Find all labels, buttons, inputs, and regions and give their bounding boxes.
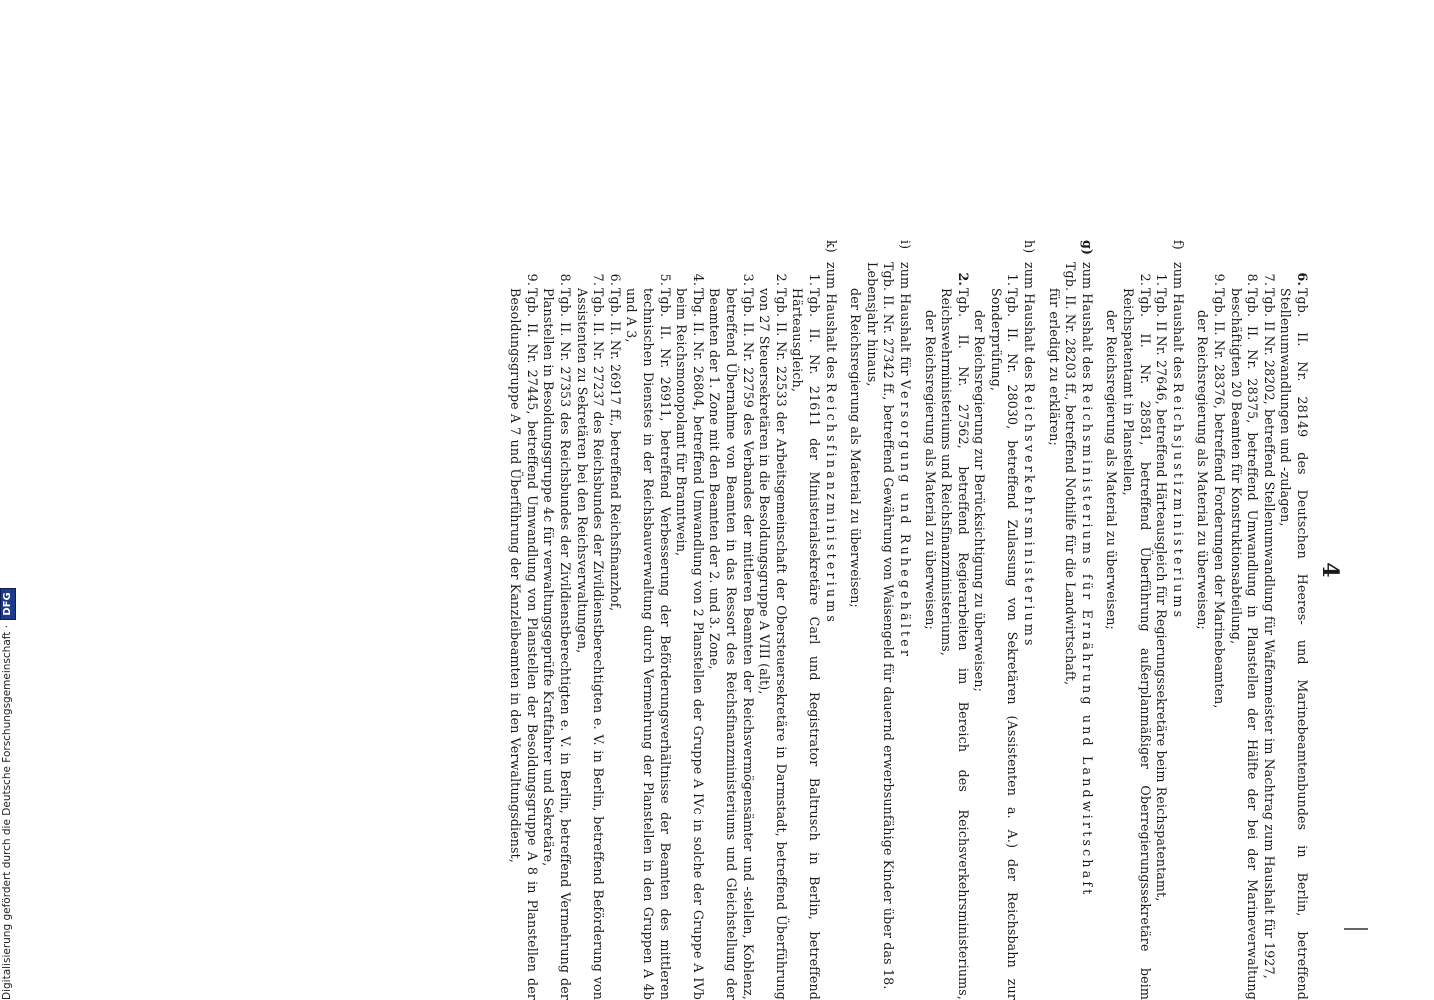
section-title: Reichsjustizministeriums bbox=[1170, 383, 1186, 621]
page-number: 4 bbox=[1317, 562, 1343, 578]
section-reference: Tgb. II. Nr. 28203 ff., betreffend Nothilfe für die Landwirtschaft, bbox=[1063, 262, 1079, 686]
item-resolution: der Reichsregierung als Material zu überweisen; bbox=[1195, 310, 1211, 630]
list-item bbox=[756, 240, 789, 1000]
list-item bbox=[507, 240, 540, 1000]
list-item bbox=[789, 240, 822, 1000]
list-item bbox=[706, 240, 756, 1000]
item-text: Tgb. II. Nr. 28375, betreffend Umwandlung in Planstellen der Hälfte der bei der Marineverwaltung beschäftigten 20 Beamten für Konstruktionsabteilung, bbox=[1228, 288, 1261, 1000]
item-number: 5. bbox=[657, 273, 673, 286]
item-text: Tgb. II. Nr. 28030, betreffend Zulassung von Sekretären (Assistenten a. A.) der Reichsbahn zur Sonderprüfung, bbox=[988, 288, 1021, 1000]
list-item bbox=[921, 240, 971, 1000]
item-text: Tgb. II Nr. 28202, betreffend Stellenumwandlung für Waffenmeister im Nachtrag zum Haushalt für 1927, bbox=[1261, 288, 1277, 979]
item-text: Tbg. II. Nr. 26804, betreffend Umwandlung von 2 Planstellen der Gruppe A IVc in solche der Gruppe A IVb beim Reichsmonopolamt für Branntwein, bbox=[674, 288, 706, 1000]
section-letter: k) bbox=[823, 240, 839, 253]
item-number: 1. bbox=[1005, 273, 1021, 286]
section-title: Versorgung und Ruhegehälter bbox=[897, 379, 913, 660]
item-number: 2. bbox=[1137, 273, 1153, 286]
list-item bbox=[1103, 240, 1153, 1000]
item-text: Tgb. II. Nr. 28581, betreffend Überführung außerplanmäßiger Oberregierungssekretäre beim Reichspatentamt in Planstellen, bbox=[1121, 288, 1153, 1000]
item-number: 7. bbox=[591, 273, 607, 286]
list-item bbox=[573, 240, 606, 1000]
item-text: Tgb. II. Nr. 27562, betreffend Regierarbeiten im Bereich des Reichsverkehrsministeriums, Reichswehrministeriums und Reichsfinanzministeriums, bbox=[939, 288, 971, 1000]
dfg-logo: DFG bbox=[0, 588, 16, 619]
digitization-credit bbox=[0, 570, 14, 1000]
section-heading bbox=[896, 240, 913, 1000]
item-number: 2. bbox=[955, 272, 971, 286]
list-item bbox=[1194, 240, 1227, 1000]
item-number: 7. bbox=[1261, 273, 1277, 286]
list-item bbox=[673, 240, 706, 1000]
item-resolution: der Reichsregierung als Material zu überweisen; bbox=[922, 310, 938, 630]
section-prefix: zum Haushalt für bbox=[897, 262, 913, 380]
section-letter: g) bbox=[1079, 240, 1095, 256]
item-number: 3. bbox=[740, 273, 756, 286]
item-number: 4. bbox=[690, 273, 706, 286]
section-letter: h) bbox=[1022, 240, 1038, 254]
section-heading bbox=[1078, 240, 1095, 1000]
item-text: Tgb. II. Nr. 27353 des Reichsbundes der Zivildienstberechtigten e. V. in Berlin, betreffend Vermehrung der Planstellen in Besoldungsgruppe 4c für verwaltungsgeprüfte Kraftfahrer und Sekretäre, bbox=[541, 288, 574, 1000]
item-text: Tgb. II. Nr. 28149 des Deutschen Heeres- und Marinebeamtenbundes in Berlin, betreffend Stellenumwandlungen und -zulagen, bbox=[1278, 288, 1310, 1000]
continued-section bbox=[1194, 240, 1310, 1000]
item-number: 9. bbox=[524, 273, 540, 286]
section-i bbox=[847, 240, 913, 1000]
list-item bbox=[1277, 240, 1310, 1000]
item-number: 6. bbox=[1295, 272, 1310, 286]
section-prefix: zum Haushalt des bbox=[1022, 262, 1038, 383]
scan-mark bbox=[1344, 928, 1368, 930]
section-title: Reichsverkehrsministeriums bbox=[1022, 383, 1038, 649]
item-text: Tgb. II Nr. 27646, betreffend Härteausgleich für Regierungssekretäre beim Reichspatentamt, bbox=[1154, 288, 1170, 902]
document-body bbox=[507, 240, 1310, 1000]
item-number: 6. bbox=[607, 273, 623, 286]
section-resolution: für erledigt zu erklären; bbox=[1046, 288, 1062, 446]
section-g bbox=[1045, 240, 1095, 1000]
item-text: Tgb. II. Nr. 22533 der Arbeitsgemeinschaft der Obersteuersekretäre in Darmstadt, betreffend Überführung von 27 Steuersekretären in die Besoldungsgruppe A VIII (alt), bbox=[757, 288, 789, 1000]
item-text: Tgb. II. Nr. 28376, betreffend Forderungen der Marinebeamten, bbox=[1212, 288, 1228, 709]
item-number: 8. bbox=[558, 273, 574, 286]
rotated-text-block bbox=[154, 240, 1343, 1000]
section-prefix: zum Haushalt des bbox=[1079, 262, 1095, 383]
item-number: 8. bbox=[1245, 273, 1261, 286]
list-item bbox=[1227, 240, 1260, 1000]
item-text: Tgb. II. Nr. 22759 des Verbandes der mittleren Beamten der Reichsvermögensämter und -stellen, Koblenz, betreffend Übernahme von Beamten in das Ressort des Reichsfinanzministeriums und Gleichstellung der Beamten der 1. Zone mit den Beamten der 2. und 3. Zone, bbox=[707, 288, 756, 1000]
section-prefix: zum Haushalt des bbox=[1170, 262, 1186, 383]
list-item bbox=[540, 240, 573, 1000]
list-item bbox=[971, 240, 1021, 1000]
section-resolution: der Reichsregierung als Material zu überweisen; bbox=[848, 288, 864, 608]
item-text: Tgb. II. Nr. 27237 des Reichsbundes der Zivildienstberechtigten e. V. in Berlin, betreffend Beförderung von Assistenten zu Sekretären bei den Reichsverwaltungen, bbox=[574, 288, 607, 1000]
list-item bbox=[623, 240, 673, 1000]
list-item bbox=[1153, 240, 1170, 1000]
section-heading bbox=[822, 240, 839, 1000]
item-resolution: der Reichsregierung als Material zu überweisen; bbox=[1104, 310, 1120, 630]
section-heading bbox=[1169, 240, 1186, 1000]
item-text: Tgb. II. Nr. 21611 der Ministerialsekretäre Carl und Registrator Baltrusch in Berlin, betreffend Härteausgleich, bbox=[790, 288, 822, 1000]
item-number: 9. bbox=[1212, 273, 1228, 286]
section-h bbox=[921, 240, 1037, 1000]
section-title: Reichsfinanzministeriums bbox=[823, 383, 839, 626]
item-number: 1. bbox=[806, 273, 822, 286]
item-text: Tgb. II. Nr. 26917 ff., betreffend Reichsfinanzhof, bbox=[607, 288, 623, 612]
section-reference: Tgb. II. Nr. 27342 ff., betreffend Gewährung von Waisengeld für dauernd erwerbsunfähige Kinder über das 18. Lebensjahr hinaus, bbox=[864, 262, 897, 990]
section-f bbox=[1103, 240, 1186, 1000]
item-number: 2. bbox=[773, 273, 789, 286]
credit-text: Digitalisierung gefördert durch die Deutsche Forschungsgemeinschaft · bbox=[1, 624, 13, 1000]
item-number: 1. bbox=[1154, 273, 1170, 286]
item-resolution: der Reichsregierung zur Berücksichtigung zu überweisen; bbox=[972, 310, 988, 693]
list-item bbox=[1260, 240, 1277, 1000]
section-title: Reichsministeriums für Ernährung und Landwirtschaft bbox=[1079, 383, 1095, 898]
section-letter: i) bbox=[897, 240, 913, 250]
section-heading bbox=[1021, 240, 1038, 1000]
section-prefix: zum Haushalt des bbox=[823, 262, 839, 383]
section-letter: f) bbox=[1170, 240, 1186, 250]
section-k bbox=[507, 240, 839, 1000]
item-text: Tgb. II. Nr. 27445, betreffend Umwandlung von Planstellen der Besoldungsgruppe A 8 in Planstellen der Besoldungsgruppe A 7 und Überführung der Kanzleibeamten in den Verwaltungsdienst, bbox=[508, 288, 540, 1000]
item-text: Tgb. II. Nr. 26911, betreffend Verbesserung der Beförderungsverhältnisse der Beamten des mittleren technischen Dienstes in der Reichsbauverwaltung durch Vermehrung der Planstellen in den Gruppen A 4b und A 3, bbox=[624, 288, 673, 1000]
list-item bbox=[606, 240, 623, 1000]
